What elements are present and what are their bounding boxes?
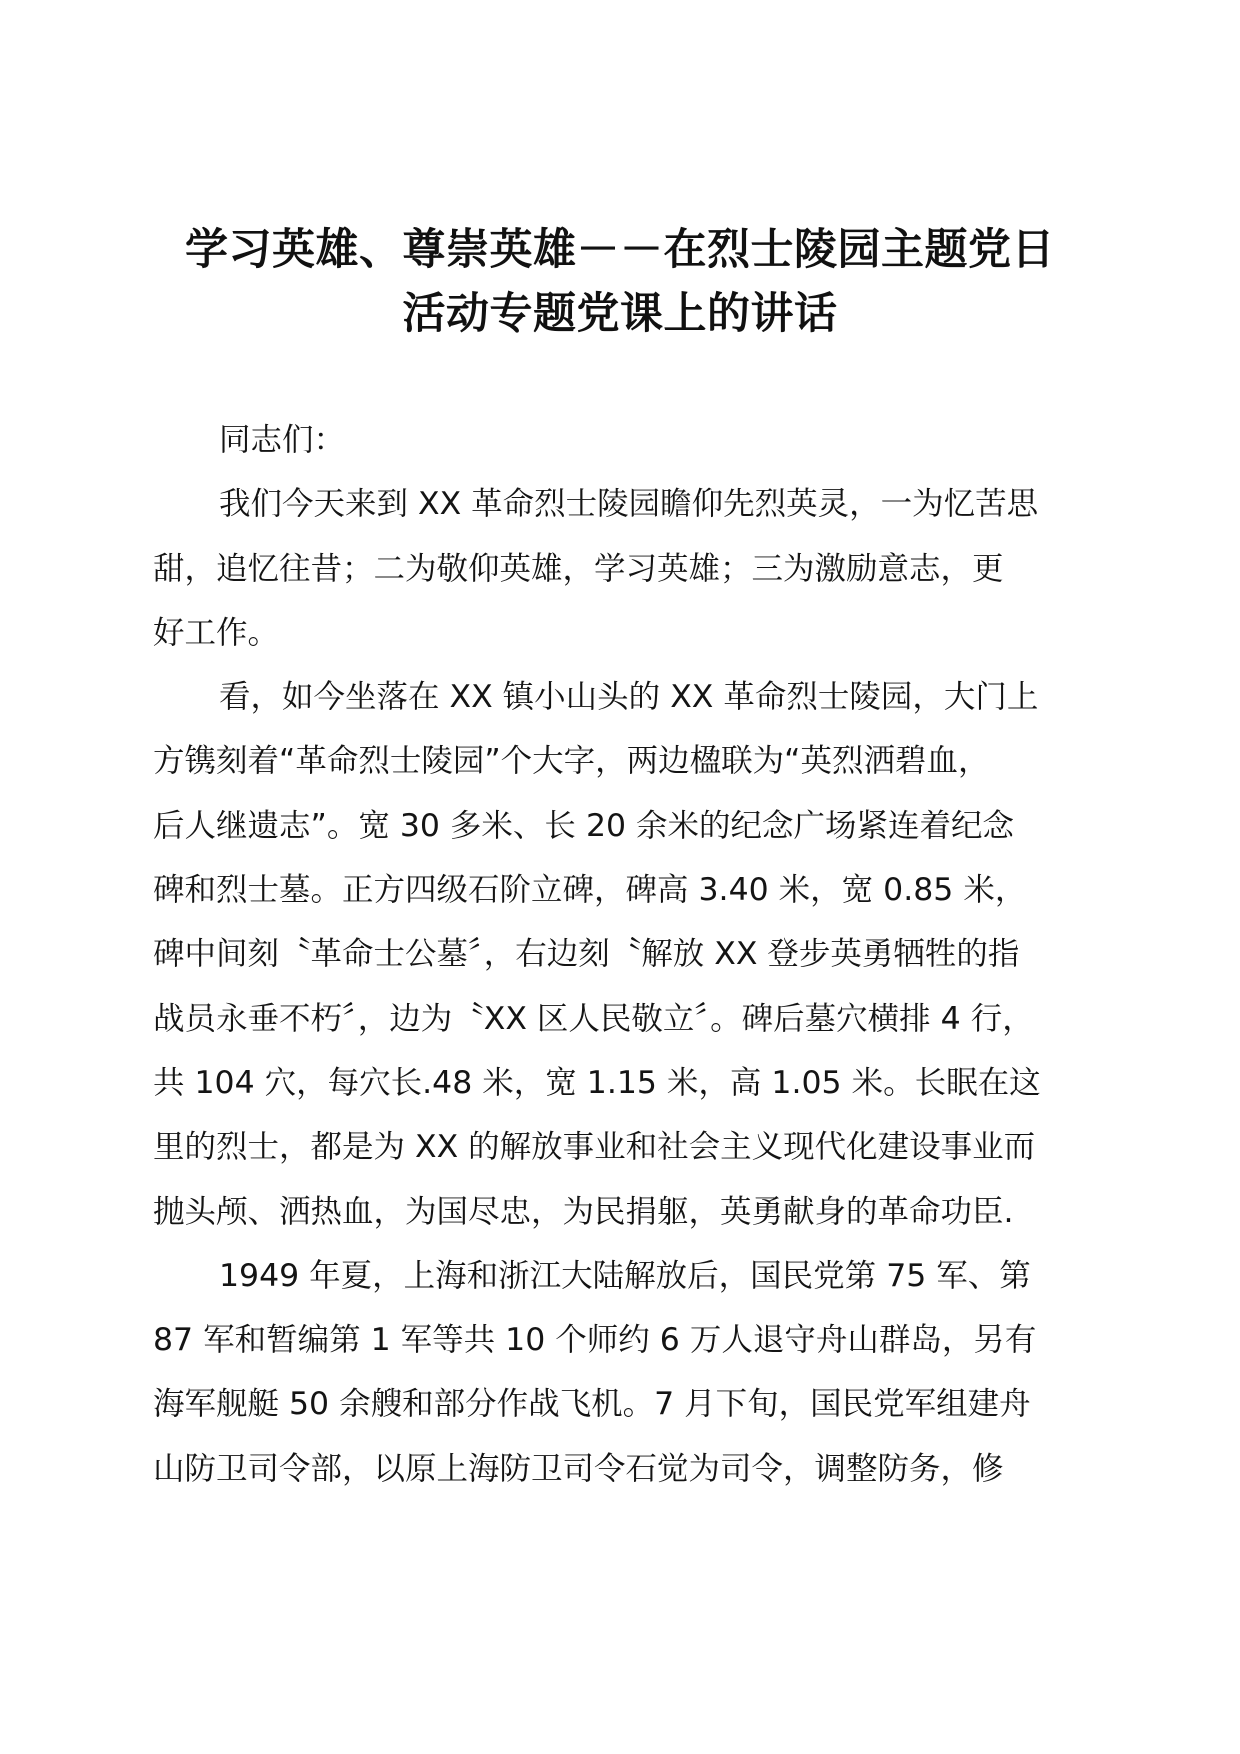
paragraph-line: 方镌刻着“革命烈士陵园”个大字，两边楹联为“英烈洒碧血， (153, 743, 990, 780)
paragraph-line: 碑和烈士墓。正方四级石阶立碑，碑高 3.40 米，宽 0.85 米， (153, 872, 1027, 909)
title-line-2: 活动专题党课上的讲话 (402, 289, 838, 339)
paragraph-line: 战员永垂不朽〞，边为〝XX 区人民敬立〞。碑后墓穴横排 4 行， (153, 1000, 1034, 1037)
document-body (153, 408, 1113, 1501)
document-title (140, 218, 1100, 346)
paragraph-line: 碑中间刻〝革命士公墓〞，右边刻〝解放 XX 登步英勇牺牲的指 (153, 936, 1020, 973)
paragraph-2 (153, 665, 1113, 1244)
title-line-1: 学习英雄、尊崇英雄－－在烈士陵园主题党日 (185, 225, 1055, 275)
paragraph-3 (153, 1244, 1113, 1501)
paragraph-line: 抛头颅、洒热血，为国尽忠，为民捐躯，英勇献身的革命功臣. (153, 1193, 1014, 1230)
paragraph-line: 甜，追忆往昔；二为敬仰英雄，学习英雄；三为激励意志，更 (153, 550, 1004, 587)
paragraph-line: 好工作。 (153, 614, 280, 651)
paragraph-line: 我们今天来到 XX 革命烈士陵园瞻仰先烈英灵，一为忆苦思 (219, 486, 1039, 523)
salutation: 同志们： (219, 422, 346, 458)
paragraph-line: 里的烈士，都是为 XX 的解放事业和社会主义现代化建设事业而 (153, 1129, 1036, 1166)
paragraph-line: 山防卫司令部，以原上海防卫司令石觉为司令，调整防务，修 (153, 1450, 1004, 1487)
paragraph-1 (153, 472, 1113, 665)
paragraph-line: 87 军和暂编第 1 军等共 10 个师约 6 万人退守舟山群岛，另有 (153, 1322, 1037, 1359)
paragraph-line: 海军舰艇 50 余艘和部分作战飞机。7 月下旬，国民党军组建舟 (153, 1386, 1031, 1423)
paragraph-line: 1949 年夏，上海和浙江大陆解放后，国民党第 75 军、第 (219, 1257, 1031, 1294)
paragraph-line: 看，如今坐落在 XX 镇小山头的 XX 革命烈士陵园，大门上 (219, 679, 1039, 716)
salutation-paragraph (153, 408, 1113, 472)
paragraph-line: 后人继遗志”。宽 30 多米、长 20 余米的纪念广场紧连着纪念 (153, 807, 1015, 844)
paragraph-line: 共 104 穴，每穴长.48 米，宽 1.15 米，高 1.05 米。长眠在这 (153, 1064, 1041, 1101)
